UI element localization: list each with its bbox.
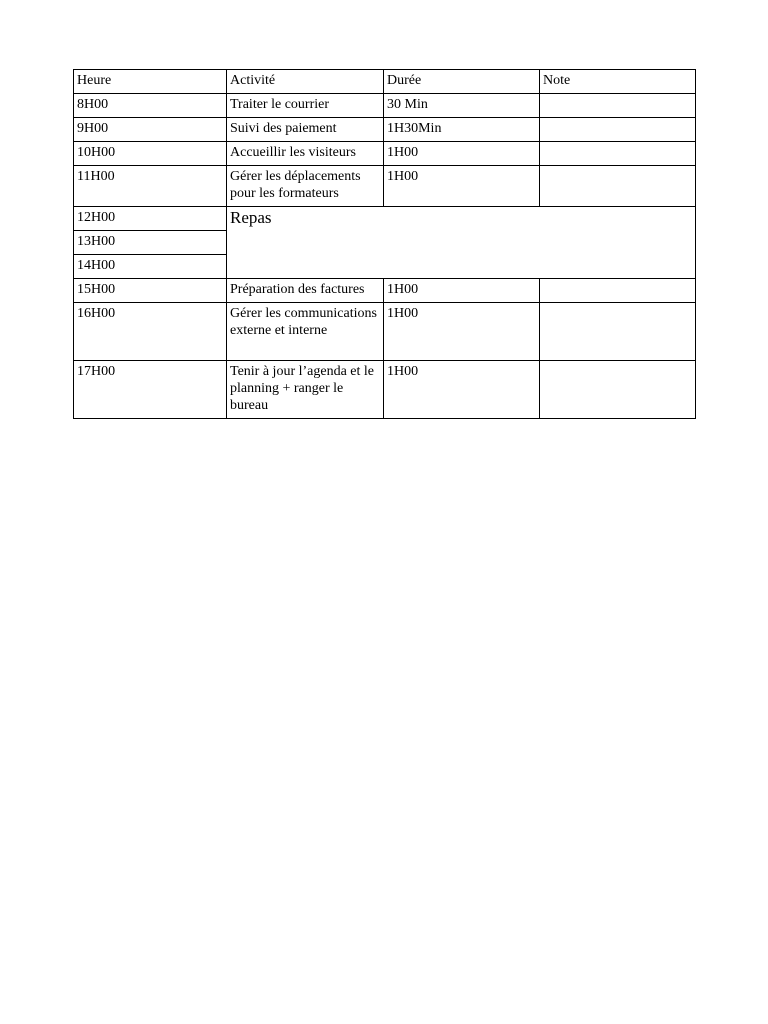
cell-heure: 12H00 [74,207,227,231]
table-row [74,166,696,207]
cell-heure: 11H00 [74,166,227,207]
cell-duree: 1H00 [384,279,540,303]
cell-duree: 1H00 [384,303,540,361]
cell-heure: 16H00 [74,303,227,361]
cell-activite: Accueillir les visiteurs [227,142,384,166]
cell-duree: 1H30Min [384,118,540,142]
cell-duree: 1H00 [384,361,540,419]
meal-cell: Repas [227,207,696,279]
cell-duree: 1H00 [384,142,540,166]
table-row [74,118,696,142]
table-row [74,361,696,419]
cell-activite: Suivi des paiement [227,118,384,142]
cell-heure: 13H00 [74,231,227,255]
table-header-row [74,70,696,94]
cell-heure: 10H00 [74,142,227,166]
cell-activite: Gérer les communications externe et interne [227,303,384,361]
table-row [74,303,696,361]
header-note: Note [540,70,696,94]
cell-note [540,303,696,361]
cell-note [540,94,696,118]
cell-note [540,118,696,142]
table-row [74,142,696,166]
table-row [74,94,696,118]
cell-heure: 14H00 [74,255,227,279]
cell-activite: Tenir à jour l’agenda et le planning + ranger le bureau [227,361,384,419]
cell-note [540,142,696,166]
header-heure: Heure [74,70,227,94]
cell-duree: 30 Min [384,94,540,118]
cell-heure: 8H00 [74,94,227,118]
header-duree: Durée [384,70,540,94]
cell-heure: 17H00 [74,361,227,419]
cell-heure: 15H00 [74,279,227,303]
table-row [74,207,696,231]
cell-activite: Gérer les déplacements pour les formateurs [227,166,384,207]
cell-activite: Préparation des factures [227,279,384,303]
header-activite: Activité [227,70,384,94]
cell-duree: 1H00 [384,166,540,207]
cell-note [540,166,696,207]
cell-note [540,279,696,303]
schedule-table [73,69,696,419]
table-row [74,279,696,303]
cell-heure: 9H00 [74,118,227,142]
cell-note [540,361,696,419]
cell-activite: Traiter le courrier [227,94,384,118]
